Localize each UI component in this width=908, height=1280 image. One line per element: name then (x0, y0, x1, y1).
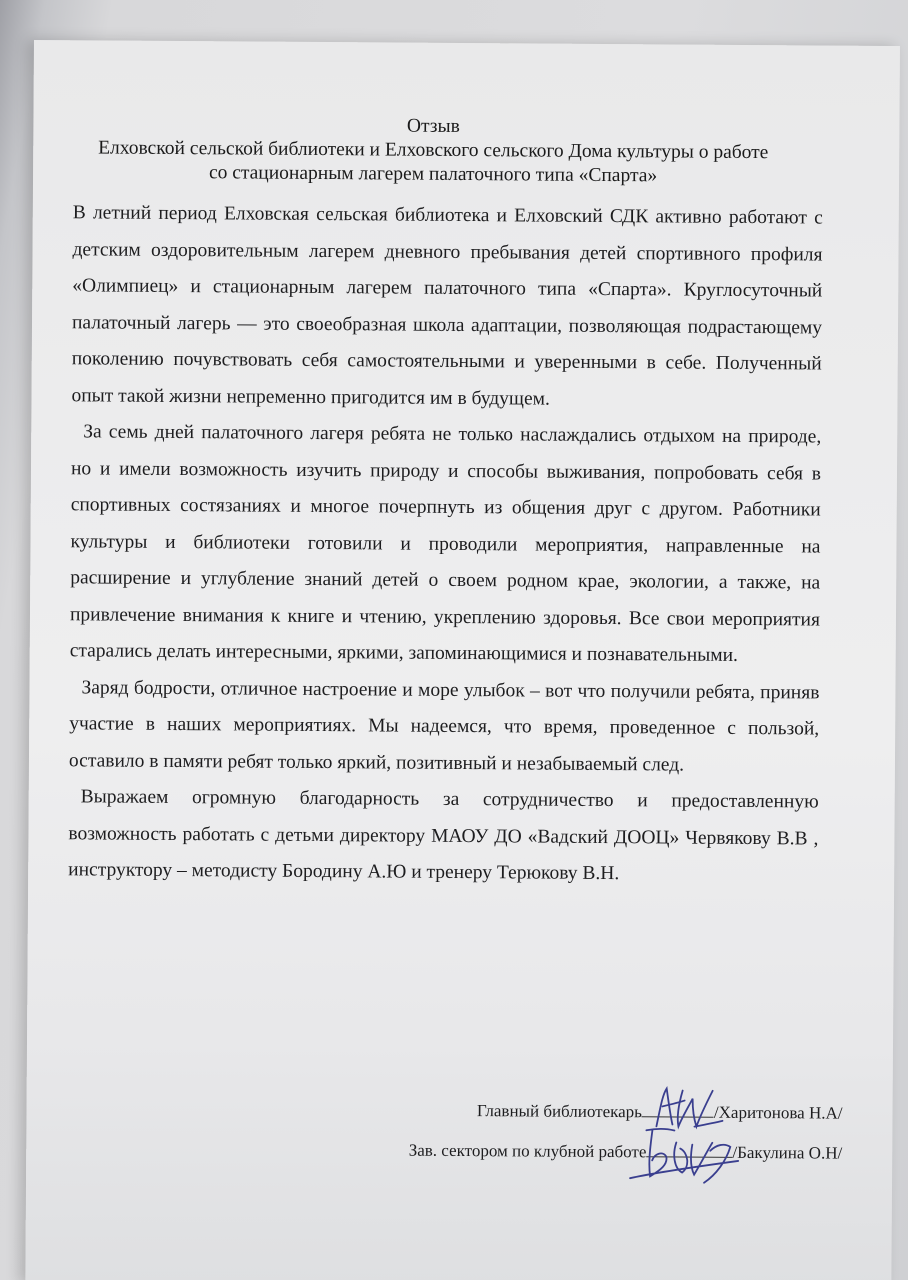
signature-name: /Бакулина О.Н/ (732, 1142, 843, 1163)
signature-position: Зав. сектором по клубной работе (408, 1140, 647, 1162)
document-header (33, 112, 833, 190)
document-body (68, 195, 823, 894)
paragraph-2: За семь дней палаточного лагеря ребята не только наслаждались отдыхом на природе, но и имели возможность изучить природу и способы выживания, попробовать себя в спортивных состязаниях и многое почерпнуть из общения друг с другом. Работники культуры и библиотеки готовили и проводили мероприятия, направленные на расширение и углубление знаний детей о своем родном крае, экологии, а также, на привлечение внимания к книге и чтению, укреплению здоровья. Все свои мероприятия старались делать интересными, яркими, запоминающимися и познавательными. (69, 421, 822, 666)
document-sheet (25, 40, 900, 1280)
document-subtitle-line1: Елховской сельской библиотеки и Елховского сельского Дома культуры о работе (98, 137, 769, 164)
signature-name: /Харитонова Н.А/ (713, 1102, 843, 1123)
paragraph-4: Выражаем огромную благодарность за сотрудничество и предоставленную возможность работать с детьми директору МАОУ ДО «Вадский ДООЦ» Червякову В.В , инструктору – методисту Бородину А.Ю и тренеру Терюкову В.Н. (68, 786, 819, 885)
document-title: Отзыв (406, 115, 460, 137)
document-subtitle-line2: со стационарным лагерем палаточного типа «Спарта» (208, 162, 658, 187)
signature-line (642, 1116, 714, 1118)
signature-position: Главный библиотекарь (476, 1101, 643, 1122)
signature-row-club-sector (409, 1141, 843, 1164)
paragraph-3: Заряд бодрости, отличное настроение и море улыбок – вот что получили ребята, приняв участие в наших мероприятиях. Мы надеемся, что время, проведенное с пользой, оставило в памяти ребят только яркий, позитивный и незабываемый след. (68, 676, 820, 776)
signature-row-librarian (477, 1101, 843, 1124)
signature-line (646, 1156, 732, 1158)
paragraph-1: В летний период Елховская сельская библиотека и Елховский СДК активно работают с детским оздоровительным лагерем дневного пребывания детей спортивного профиля «Олимпиец» и стационарным лагерем палаточного типа «Спарта». Круглосуточный палаточный лагерь — это своеобразная школа адаптации, позволяющая подрастающему поколению почувствовать себя самостоятельными и уверенными в себе. Полученный опыт такой жизни непременно пригодится им в будущем. (71, 202, 823, 410)
